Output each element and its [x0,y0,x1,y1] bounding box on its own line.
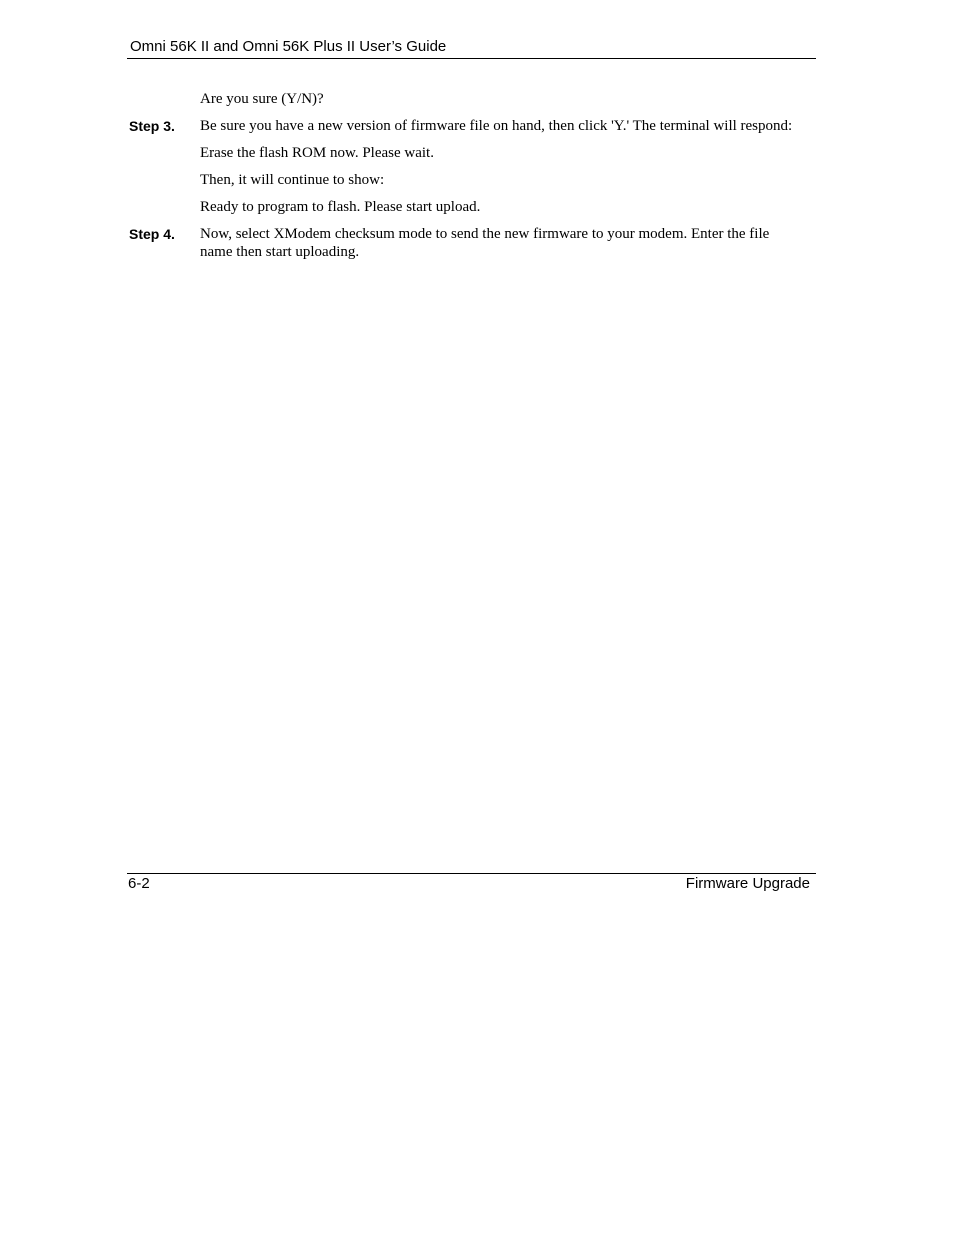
page-number: 6-2 [128,875,150,892]
step-label [129,198,200,216]
header-title: Omni 56K II and Omni 56K Plus II User’s Guide [130,38,447,55]
paragraph-ready-message [129,198,799,216]
step-label [129,171,200,189]
step-3 [129,117,799,135]
paragraph-text: Then, it will continue to show: [200,172,385,188]
step-label: Step 3. [129,118,175,134]
step-4 [129,225,799,261]
section-title: Firmware Upgrade [685,875,810,892]
paragraph-continue [129,171,799,189]
paragraph-text: Now, select XModem checksum mode to send the new firmware to your modem. Enter the file name then start uploading. [200,226,770,260]
paragraph-text: Erase the flash ROM now. Please wait. [200,145,434,161]
header-rule [127,58,816,59]
step-label [129,90,200,108]
paragraph-text: Are you sure (Y/N)? [200,91,324,107]
paragraph-text: Ready to program to flash. Please start upload. [200,199,481,215]
step-label: Step 4. [129,226,175,242]
paragraph-text: Be sure you have a new version of firmware file on hand, then click 'Y.' The terminal will respond: [200,118,793,134]
footer-rule [127,873,816,874]
paragraph-confirm-prompt [129,90,799,108]
page-body [129,90,799,270]
step-label [129,144,200,162]
paragraph-erase-message [129,144,799,162]
